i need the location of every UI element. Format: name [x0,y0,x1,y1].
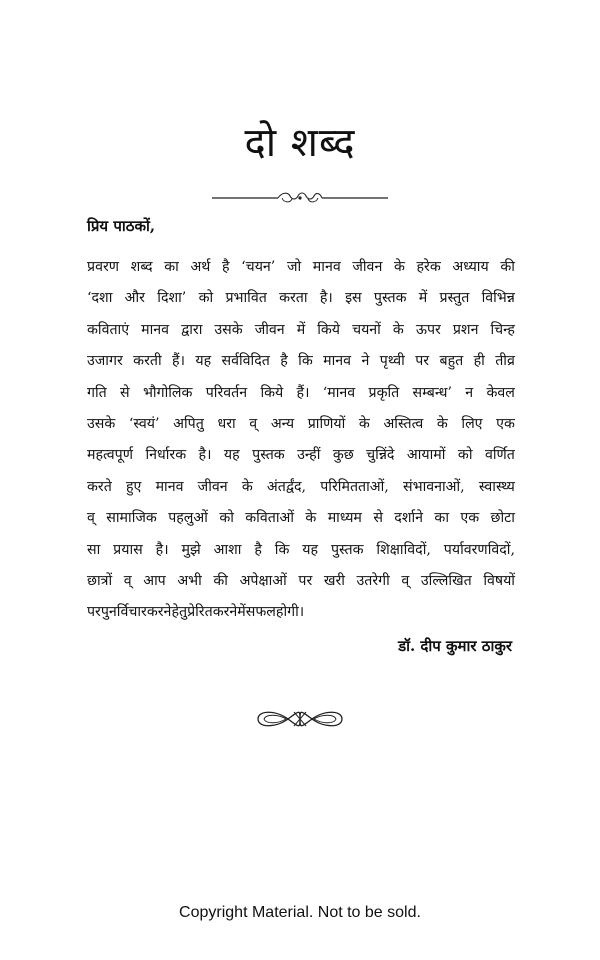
paragraph-line [87,283,515,314]
word: गति [87,384,107,401]
infinity-knot-ornament-icon [254,706,346,732]
word: है। [319,290,333,307]
word: छात्रों [87,572,113,589]
word: अपितु [173,415,204,432]
word: को [198,290,214,307]
word: प्राणियों [307,415,346,432]
word: दिशा’ [157,290,187,307]
flourish-divider-icon [212,188,388,208]
word: उल्लिखित [420,572,472,589]
word: है। [198,447,212,464]
word: सा [87,541,101,558]
word: कविताओं [245,510,295,527]
word: व् [123,572,132,589]
word: कि [274,541,290,558]
word: धरा [217,415,236,432]
paragraph-line [87,315,515,346]
word: जो [286,259,302,275]
word: उजागर [87,353,123,370]
word: प्रयास [113,541,143,558]
word: ‘चयन’ [241,259,276,275]
word: द्वारा [181,321,203,338]
word: मुझे [181,541,201,558]
word: के [358,415,370,432]
word: प्रशन [452,321,479,338]
word: ‘मानव [322,384,356,401]
paragraph-line [87,409,515,440]
paragraph-line [87,566,515,597]
word: व् [87,510,95,527]
word: उसके [87,415,116,432]
word: में [418,290,428,307]
word: प्रभावित [225,290,267,307]
word: किये [317,321,341,338]
word: पहलुओं [168,510,208,527]
word: के [392,321,404,338]
word: यह [223,447,240,464]
word: यह [302,541,319,558]
word: यह [195,353,212,370]
word: लिए [461,415,483,432]
word: चुन्निंदे [366,447,395,464]
word: है [254,541,262,558]
word: ‘दशा [87,290,113,307]
word: महत्वपूर्ण [87,447,133,464]
word: के [241,478,253,495]
word: अस्तित्व [383,415,424,432]
word: शिक्षाविदों, [376,541,431,558]
word: पर [298,572,313,589]
word: हैं। [296,384,310,401]
word: पुस्तक [252,447,285,464]
word: करता [279,290,308,307]
word: से [120,384,130,401]
word: होगी। [275,604,305,621]
paragraph-line [87,535,515,566]
word: व् [249,415,258,432]
word: सम्बन्ध’ [412,384,452,401]
word: के [305,510,317,527]
word: के [393,259,405,275]
word: कुछ [332,447,354,464]
word: ही [473,353,485,370]
word: का [434,510,449,527]
word: को [457,447,473,464]
word: प्रस्तुत [439,290,470,307]
word: आयामों [406,447,446,464]
paragraph-line [87,346,515,377]
word: करने [146,604,172,621]
word: निर्धारक [145,447,187,464]
word: अपेक्षाओं [239,572,287,589]
paragraph-line [87,503,515,534]
word: न [465,384,474,401]
word: विषयों [483,572,515,589]
word: पुस्तक [330,541,364,558]
paragraph-line [87,597,515,628]
word: अंतर्द्वंद, [266,478,307,495]
word: अभी [177,572,202,589]
word: आप [143,572,166,589]
word: ‘स्वयं’ [128,415,160,432]
word: से [373,510,383,527]
word: खरी [323,572,345,589]
word: जीवन [254,321,285,338]
word: करने [212,604,238,621]
word: हरेक [416,259,441,275]
word: पुस्तक [373,290,407,307]
word: तीव्र [495,353,515,370]
word: ऊपर [415,321,441,338]
word: की [500,259,515,275]
word: करती [133,353,162,370]
word: सफल [245,604,276,621]
word: प्रकृति [368,384,400,401]
paragraph-line [87,378,515,409]
word: वर्णित [484,447,515,464]
word: को [219,510,234,527]
paragraph-line [87,252,515,283]
word: मानव [323,353,352,370]
word: है [280,353,288,370]
word: माध्यम [327,510,362,527]
word: पुनर्विचार [100,604,147,621]
word: अध्याय [452,259,489,275]
word: ने [361,353,370,370]
author-signature: डॉ. दीप कुमार ठाकुर [398,637,512,655]
word: मानव [155,478,184,495]
word: भौगोलिक [142,384,193,401]
word: बहुत [439,353,464,370]
word: और [124,290,145,307]
word: छोटा [490,510,515,527]
word: स्वास्थ्य [478,478,515,495]
word: एक [496,415,515,432]
word: आशा [213,541,242,558]
word: केवल [486,384,515,401]
salutation: प्रिय पाठकों, [87,217,156,235]
page-title: दो शब्द [244,119,356,166]
word: मानव [141,321,170,338]
word: जीवन [352,259,383,275]
body-paragraph [87,252,515,629]
word: करते [87,478,112,495]
word: पृथ्वी [379,353,405,370]
word: किये [260,384,284,401]
copyright-notice: Copyright Material. Not to be sold. [179,904,421,921]
word: उतरेगी [356,572,390,589]
word: प्रवरण [87,259,120,275]
word: संभावनाओं, [403,478,465,495]
word: का [164,259,179,275]
word: है [221,259,230,275]
word: अर्थ [190,259,211,275]
word: प्रेरित [187,604,213,621]
word: पर्यावरणविदों, [443,541,515,558]
word: है। [155,541,169,558]
word: के [436,415,448,432]
word: हैं। [172,353,185,370]
paragraph-line [87,440,515,471]
word: चयनों [352,321,381,338]
word: परिवर्तन [205,384,248,401]
word: मानव [312,259,341,275]
word: सामाजिक [106,510,157,527]
word: हुए [125,478,142,495]
word: पर [415,353,430,370]
word: हेतु [171,604,188,621]
word: में [296,321,306,338]
word: इस [345,290,362,307]
word: उन्हीं [297,447,321,464]
word: परिमितताओं, [320,478,389,495]
word: पर [87,604,101,621]
word: कि [298,353,313,370]
word: जीवन [197,478,228,495]
word: की [213,572,228,589]
paragraph-line [87,472,515,503]
word: सर्वविदित [221,353,270,370]
word: एक [460,510,480,527]
word: व् [401,572,410,589]
word: शब्द [130,259,153,275]
word: में [237,604,246,621]
word: दर्शाने [394,510,424,527]
word: उसके [214,321,243,338]
word: अन्य [270,415,295,432]
word: चिन्ह [490,321,515,338]
word: कविताएं [87,321,130,338]
word: विभिन्न [481,290,515,307]
